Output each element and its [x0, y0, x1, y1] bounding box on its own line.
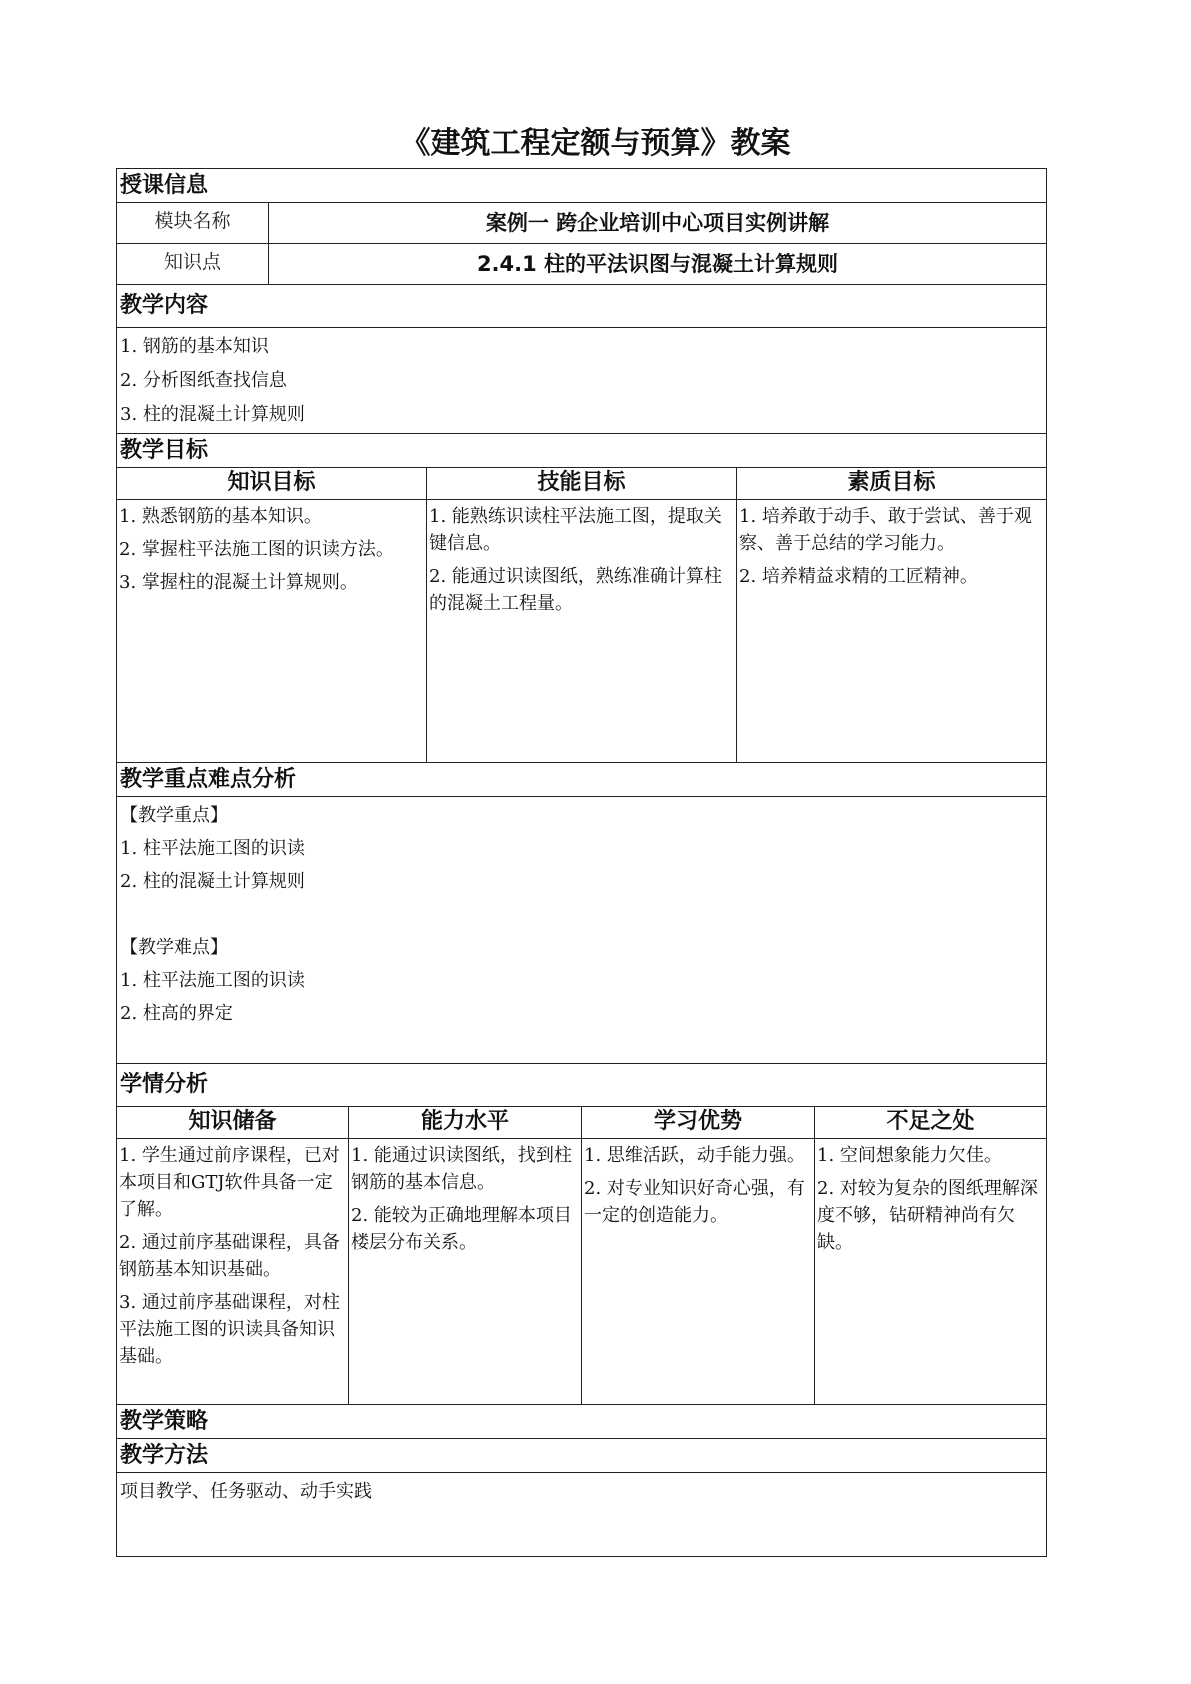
list-item: 1. 熟悉钢筋的基本知识。 [119, 506, 322, 527]
learners-advantage-cell [582, 1139, 815, 1404]
list-item: 2. 掌握柱平法施工图的识读方法。 [119, 539, 394, 560]
list-item: 1. 柱平法施工图的识读 [120, 838, 305, 859]
focus-header: 教学重点难点分析 [120, 767, 297, 792]
strategy-section [116, 1405, 1047, 1439]
hard-points-title: 【教学难点】 [120, 937, 228, 958]
learners-col-shortage: 不足之处 [886, 1109, 975, 1134]
info-header: 授课信息 [120, 173, 209, 198]
list-item: 3. 柱的混凝土计算规则 [120, 404, 305, 425]
content-section [116, 285, 1047, 328]
content-header: 教学内容 [120, 293, 209, 318]
info-section [116, 168, 1047, 203]
point-value: 2.4.1 柱的平法识图与混凝土计算规则 [476, 252, 839, 276]
strategy-header: 教学策略 [120, 1409, 209, 1434]
list-item: 2. 能通过识读图纸，熟练准确计算柱的混凝土工程量。 [429, 566, 722, 614]
learners-shortage-cell [815, 1139, 1046, 1404]
list-item: 2. 通过前序基础课程，具备钢筋基本知识基础。 [119, 1232, 340, 1280]
learners-header: 学情分析 [120, 1072, 209, 1097]
learners-ability-cell [349, 1139, 582, 1404]
focus-section [116, 763, 1047, 797]
list-item: 2. 对专业知识好奇心强，有一定的创造能力。 [584, 1178, 805, 1226]
method-section [116, 1439, 1047, 1473]
key-points-title: 【教学重点】 [120, 805, 228, 826]
module-label: 模块名称 [117, 203, 269, 243]
learners-columns-header [116, 1107, 1047, 1139]
method-value: 项目教学、任务驱动、动手实践 [120, 1481, 372, 1502]
list-item: 2. 能较为正确地理解本项目楼层分布关系。 [351, 1205, 572, 1253]
point-row [116, 244, 1047, 285]
method-body [116, 1473, 1047, 1557]
learners-col-advantage: 学习优势 [582, 1107, 815, 1138]
list-item: 1. 柱平法施工图的识读 [120, 970, 305, 991]
document-title: 《建筑工程定额与预算》教案 [400, 126, 791, 161]
content-list [117, 328, 1046, 433]
list-item: 2. 分析图纸查找信息 [120, 370, 287, 391]
list-item: 2. 对较为复杂的图纸理解深度不够，钻研精神尚有欠缺。 [817, 1178, 1038, 1253]
module-row [116, 203, 1047, 244]
learners-col-knowledge: 知识储备 [117, 1107, 349, 1138]
learners-knowledge-cell [117, 1139, 349, 1404]
list-item: 1. 学生通过前序课程，已对本项目和GTJ软件具备一定了解。 [119, 1145, 340, 1220]
spacer [120, 898, 1043, 931]
list-item: 3. 掌握柱的混凝土计算规则。 [119, 572, 358, 593]
learners-body [116, 1139, 1047, 1405]
list-item: 1. 能通过识读图纸，找到柱钢筋的基本信息。 [351, 1145, 572, 1193]
lesson-plan-table [116, 168, 1047, 1557]
list-item: 3. 通过前序基础课程，对柱平法施工图的识读具备知识基础。 [119, 1292, 340, 1367]
goals-col-quality: 素质目标 [847, 470, 936, 495]
goals-section [116, 434, 1047, 468]
method-header: 教学方法 [120, 1443, 209, 1468]
list-item: 2. 培养精益求精的工匠精神。 [739, 566, 978, 587]
learners-col-ability: 能力水平 [349, 1107, 582, 1138]
goals-body [116, 500, 1047, 763]
content-body [116, 328, 1047, 434]
module-value: 案例一 跨企业培训中心项目实例讲解 [485, 211, 830, 235]
goals-col-skill: 技能目标 [427, 468, 737, 499]
list-item: 2. 柱的混凝土计算规则 [120, 871, 305, 892]
learners-section [116, 1064, 1047, 1107]
list-item: 1. 空间想象能力欠佳。 [817, 1145, 1002, 1166]
focus-body [116, 797, 1047, 1064]
goals-columns-header [116, 468, 1047, 500]
list-item: 1. 能熟练识读柱平法施工图，提取关键信息。 [429, 506, 722, 554]
list-item: 1. 培养敢于动手、敢于尝试、善于观察、善于总结的学习能力。 [739, 506, 1032, 554]
list-item: 1. 钢筋的基本知识 [120, 336, 269, 357]
list-item: 1. 思维活跃，动手能力强。 [584, 1145, 805, 1166]
goals-skill-cell [427, 500, 737, 762]
focus-list [117, 797, 1046, 1063]
goals-col-knowledge: 知识目标 [117, 468, 427, 499]
list-item: 2. 柱高的界定 [120, 1003, 233, 1024]
point-label: 知识点 [117, 244, 269, 284]
goals-knowledge-cell [117, 500, 427, 762]
goals-header: 教学目标 [120, 438, 209, 463]
goals-quality-cell [737, 500, 1046, 762]
